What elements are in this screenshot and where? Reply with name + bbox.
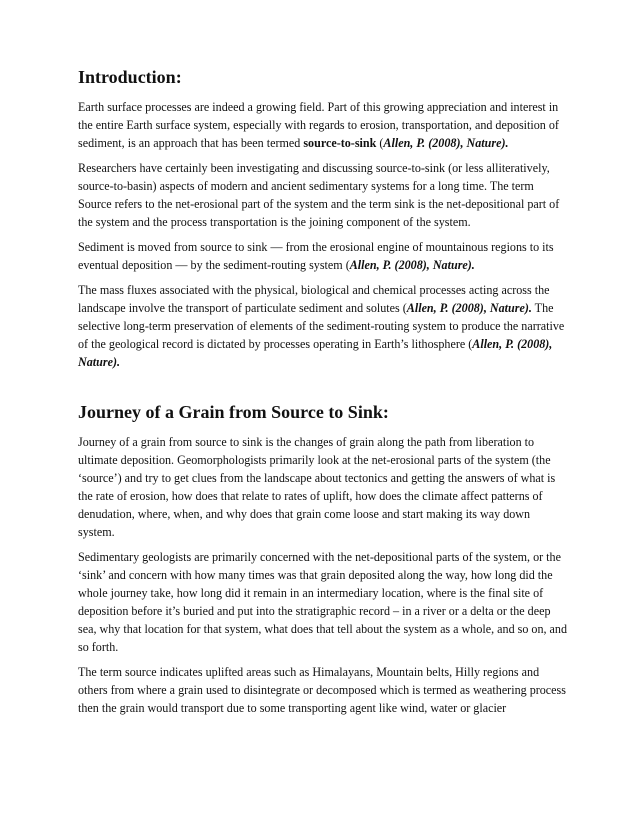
citation: Allen, P. (2008), Nature). xyxy=(383,136,509,150)
paragraph xyxy=(78,281,568,371)
paragraph-text: ( xyxy=(376,136,384,150)
paragraph-text: Sediment is moved from source to sink — from the erosional engine of mountainous regions to its eventual deposition — by the sediment-routing system ( xyxy=(78,240,554,272)
paragraph: Sedimentary geologists are primarily concerned with the net-depositional parts of the system, or the ‘sink’ and concern with how many times was that grain deposited along the way, how long did the whole journey take, how long did it remain in an intermediary location, where is the final site of deposition before it’s buried and put into the stratigraphic record – in a river or a delta or the deep sea, why that location for that system, what does that tell about the system as a whole, and so on, and so forth. xyxy=(78,550,568,654)
key-term: source-to-sink xyxy=(303,136,377,150)
paragraph xyxy=(78,238,568,274)
paragraph: Researchers have certainly been investigating and discussing source-to-sink (or less alliteratively, source-to-basin) aspects of modern and ancient sedimentary systems for a long time. The term Source refers to the net-erosional part of the system and the term sink is the net-depositional part of the system and the process transportation is the joining component of the system. xyxy=(78,161,560,229)
paragraph-text: The selective long-term preservation of elements of the sediment-routing system to produce the narrative of the geological record is dictated by processes operating in Earth’s lithosphere ( xyxy=(78,301,565,351)
section-heading-journey: Journey of a Grain from Source to Sink: xyxy=(78,402,389,422)
paragraph-text: The mass fluxes associated with the physical, biological and chemical processes acting across the landscape involve the transport of particulate sediment and solutes ( xyxy=(78,283,550,315)
document-body xyxy=(78,66,568,724)
citation: Allen, P. (2008), Nature). xyxy=(349,258,475,272)
paragraph-text: Earth surface processes are indeed a growing field. Part of this growing appreciation and interest in the entire Earth surface system, especially with regards to erosion, transportation, and deposition of sediment, is an approach that has been termed xyxy=(78,100,559,150)
paragraph xyxy=(78,98,568,152)
citation: Allen, P. (2008), Nature). xyxy=(406,301,532,315)
section-heading-introduction: Introduction: xyxy=(78,67,182,87)
citation: Allen, P. (2008), Nature). xyxy=(78,337,553,369)
paragraph: Journey of a grain from source to sink is the changes of grain along the path from liberation to ultimate deposition. Geomorphologists primarily look at the net-erosional parts of the system (the ‘source’) and try to get clues from the landscape about tectonics and getting the answers of what is the rate of erosion, how does that relate to rates of uplift, how does the climate affect patterns of denudation, where, when, and why does that grain come loose and start making its way down system. xyxy=(78,435,556,539)
paragraph: The term source indicates uplifted areas such as Himalayans, Mountain belts, Hilly regions and others from where a grain used to disintegrate or decomposed which is termed as weathering process then the grain would transport due to some transporting agent like wind, water or glacier xyxy=(78,665,566,715)
